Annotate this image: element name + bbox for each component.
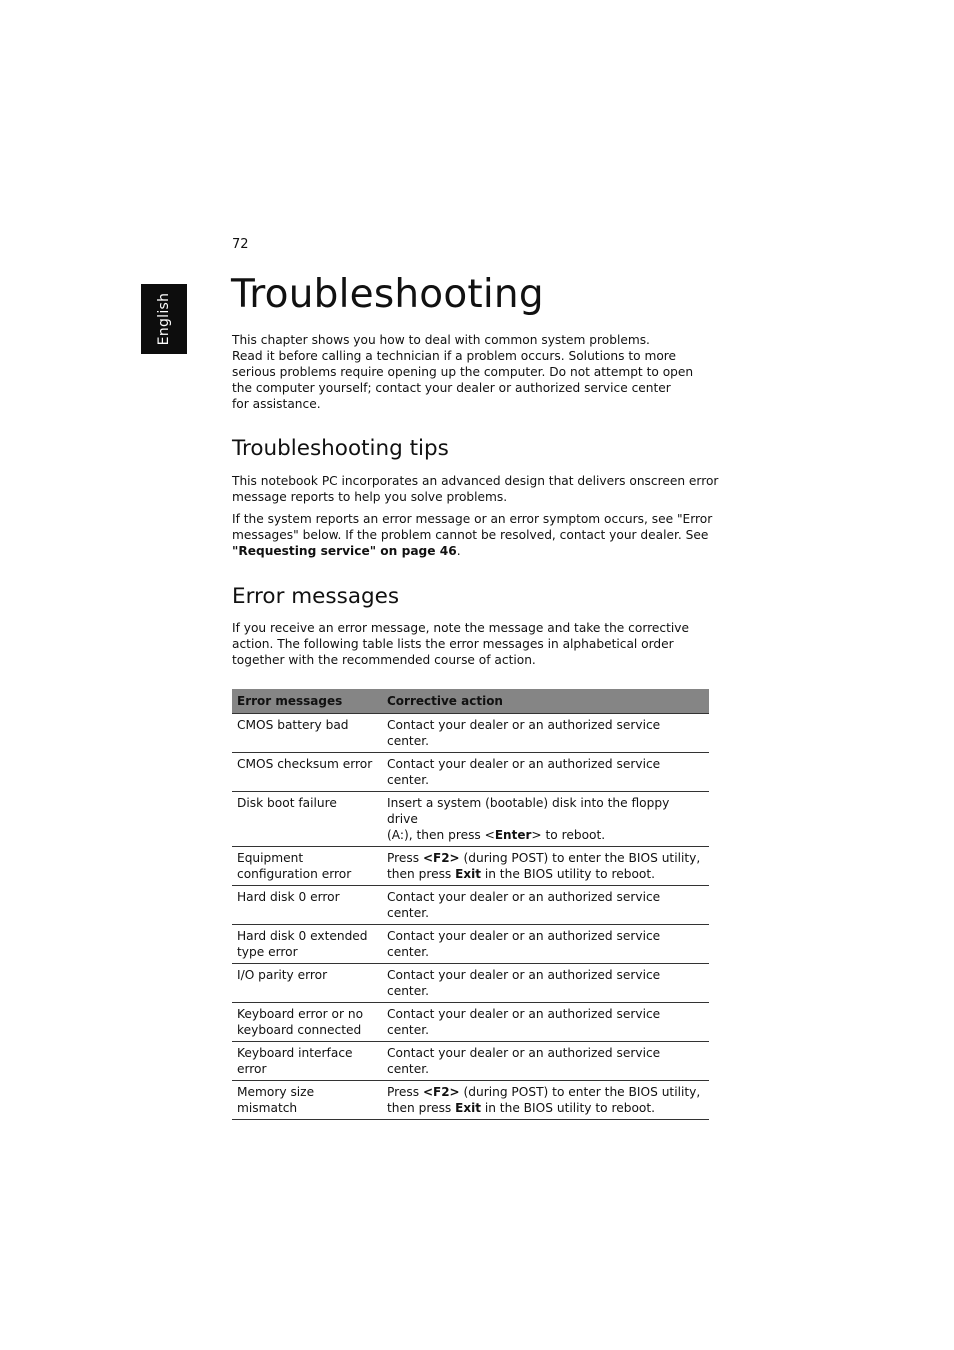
corrective-action-cell: Contact your dealer or an authorized service center.	[382, 964, 709, 1003]
key-name: Exit	[455, 1101, 481, 1115]
table-row	[232, 847, 709, 886]
table-row	[232, 925, 709, 964]
table-row	[232, 1081, 709, 1120]
table-row	[232, 1042, 709, 1081]
corrective-action-cell	[382, 1081, 709, 1120]
error-message-cell: Hard disk 0 extended type error	[232, 925, 382, 964]
corrective-action-cell	[382, 847, 709, 886]
corrective-action-cell: Contact your dealer or an authorized service center.	[382, 925, 709, 964]
action-text: > to reboot.	[531, 828, 606, 842]
error-message-cell: Hard disk 0 error	[232, 886, 382, 925]
error-message-cell: CMOS battery bad	[232, 714, 382, 753]
corrective-action-cell: Contact your dealer or an authorized service center.	[382, 886, 709, 925]
tips-paragraph-2-end: .	[456, 544, 461, 558]
key-name: <F2>	[422, 1085, 460, 1099]
error-message-cell: Disk boot failure	[232, 792, 382, 847]
intro-paragraph: This chapter shows you how to deal with common system problems. Read it before calling a technician if a problem occurs. Solutions to more serious problems require opening up the computer. Do not attempt to open the computer yourself; contact your dealer or authorized service center for assistance.	[232, 333, 694, 411]
language-label: English	[156, 292, 172, 346]
page-number: 72	[232, 237, 249, 252]
page-title: Troubleshooting	[231, 272, 544, 317]
error-message-cell: Memory size mismatch	[232, 1081, 382, 1120]
key-name: <F2>	[422, 851, 460, 865]
key-name: Enter	[494, 828, 532, 842]
key-name: Exit	[455, 867, 481, 881]
action-text: in the BIOS utility to reboot.	[480, 1101, 656, 1115]
error-message-cell: Keyboard interface error	[232, 1042, 382, 1081]
table-row	[232, 792, 709, 847]
error-messages-table	[232, 689, 709, 1120]
action-text: (during POST) to enter the BIOS utility, then press	[387, 1085, 701, 1115]
error-message-cell: Keyboard error or no keyboard connected	[232, 1003, 382, 1042]
tips-paragraph-2	[232, 511, 712, 559]
action-text: Press	[387, 851, 423, 865]
requesting-service-link[interactable]: "Requesting service" on page 46	[232, 544, 457, 558]
error-message-cell: I/O parity error	[232, 964, 382, 1003]
column-header-error: Error messages	[232, 689, 382, 714]
corrective-action-cell: Contact your dealer or an authorized service center.	[382, 714, 709, 753]
action-text: Press	[387, 1085, 423, 1099]
table-body	[232, 714, 709, 1120]
tips-paragraph-1: This notebook PC incorporates an advanced design that delivers onscreen error message reports to help you solve problems.	[232, 474, 719, 504]
corrective-action-cell: Contact your dealer or an authorized service center.	[382, 753, 709, 792]
tips-paragraph-2-text: If the system reports an error message or an error symptom occurs, see "Error messages" below. If the problem cannot be resolved, contact your dealer. See	[232, 512, 713, 542]
error-message-cell: Equipment configuration error	[232, 847, 382, 886]
table-row	[232, 753, 709, 792]
language-side-tab	[141, 284, 187, 354]
action-text: Insert a system (bootable) disk into the floppy drive (A:), then press <	[387, 796, 670, 842]
error-message-cell: CMOS checksum error	[232, 753, 382, 792]
table-row	[232, 1003, 709, 1042]
action-text: in the BIOS utility to reboot.	[480, 867, 656, 881]
column-header-action: Corrective action	[382, 689, 709, 714]
tips-heading: Troubleshooting tips	[232, 436, 449, 461]
table-row	[232, 714, 709, 753]
error-messages-paragraph: If you receive an error message, note the message and take the corrective action. The following table lists the error messages in alphabetical order together with the recommended course of action.	[232, 621, 689, 667]
action-text: (during POST) to enter the BIOS utility, then press	[387, 851, 701, 881]
table-row	[232, 886, 709, 925]
corrective-action-cell: Contact your dealer or an authorized service center.	[382, 1003, 709, 1042]
corrective-action-cell	[382, 792, 709, 847]
table-header-row	[232, 689, 709, 714]
corrective-action-cell: Contact your dealer or an authorized service center.	[382, 1042, 709, 1081]
table-row	[232, 964, 709, 1003]
error-messages-heading: Error messages	[232, 584, 400, 609]
